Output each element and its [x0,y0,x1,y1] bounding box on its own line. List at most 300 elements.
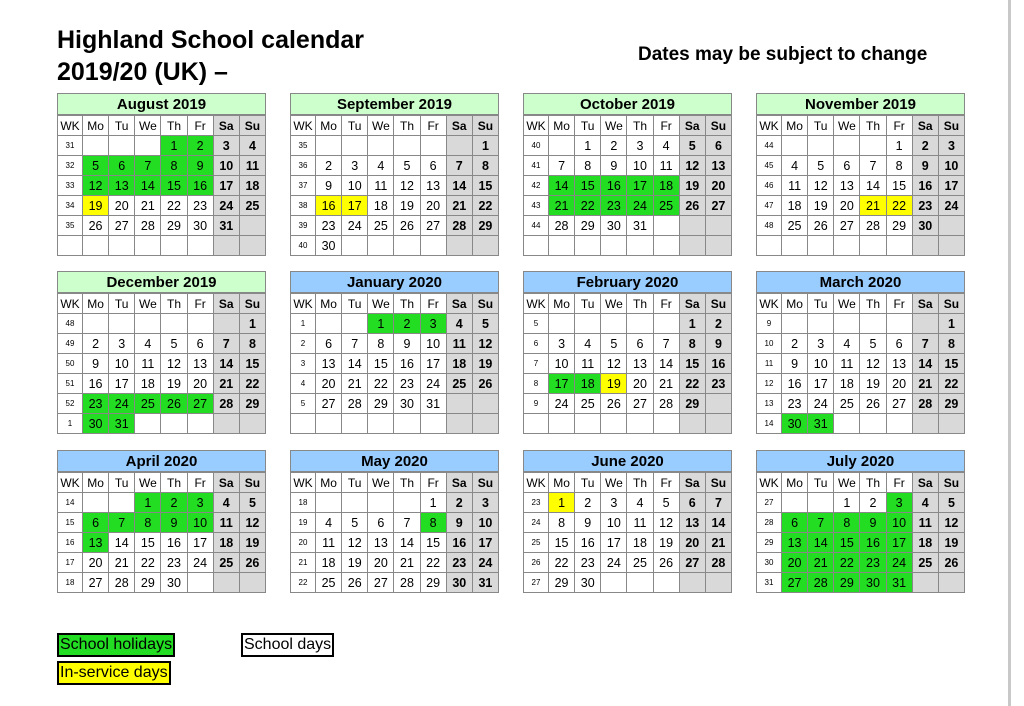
weekday-label: Fr [886,294,912,314]
week-number: 39 [291,216,316,236]
day-cell: 5 [679,136,705,156]
day-cell: 26 [938,553,964,573]
month-grid [290,472,499,593]
day-cell: 19 [860,374,886,394]
day-cell [316,314,342,334]
weekday-label: We [135,473,161,493]
month-grid [756,293,965,434]
day-cell: 31 [472,573,498,593]
day-cell: 31 [213,216,239,236]
weekday-label: We [368,473,394,493]
month-block [756,93,965,261]
day-cell: 3 [472,493,498,513]
week-number: 34 [58,196,83,216]
day-cell: 27 [109,216,135,236]
day-cell: 26 [161,394,187,414]
weekday-label: Fr [653,116,679,136]
weekday-label: Th [860,294,886,314]
week-row [291,573,499,593]
day-cell: 6 [834,156,860,176]
day-cell: 8 [472,156,498,176]
day-cell: 23 [316,216,342,236]
month-title: June 2020 [523,450,732,472]
day-cell: 13 [679,513,705,533]
day-cell: 26 [342,573,368,593]
weekday-label: Th [860,116,886,136]
day-cell: 22 [368,374,394,394]
day-cell: 21 [342,374,368,394]
week-row [58,553,266,573]
day-cell [601,414,627,434]
day-cell: 16 [601,176,627,196]
day-cell [213,414,239,434]
day-cell: 27 [782,573,808,593]
day-cell: 29 [420,573,446,593]
day-cell: 1 [549,493,575,513]
week-number: 4 [291,374,316,394]
day-cell: 19 [342,553,368,573]
day-cell [368,493,394,513]
month-title: February 2020 [523,271,732,293]
day-cell [912,236,938,256]
day-cell [420,414,446,434]
day-cell: 11 [446,334,472,354]
day-cell: 14 [109,533,135,553]
day-cell [135,314,161,334]
day-cell: 28 [705,553,731,573]
day-cell: 16 [316,196,342,216]
weekday-label: Sa [912,116,938,136]
day-cell: 18 [627,533,653,553]
week-number: 40 [524,136,549,156]
day-cell: 7 [705,493,731,513]
day-cell: 5 [342,513,368,533]
week-number: 22 [291,573,316,593]
day-cell [187,236,213,256]
weekday-label: Sa [446,294,472,314]
day-cell: 22 [549,553,575,573]
day-cell [627,314,653,334]
day-cell: 14 [394,533,420,553]
week-number [524,236,549,256]
day-cell [83,136,109,156]
day-cell [368,136,394,156]
day-cell: 11 [627,513,653,533]
weekday-label: Th [161,473,187,493]
week-row [58,236,266,256]
day-cell: 18 [213,533,239,553]
day-cell: 29 [938,394,964,414]
week-number-header: WK [58,473,83,493]
weekday-label: Th [161,116,187,136]
day-cell: 3 [213,136,239,156]
day-cell: 10 [472,513,498,533]
week-number: 15 [58,513,83,533]
weekday-label: We [834,473,860,493]
day-cell [394,493,420,513]
day-cell [601,573,627,593]
day-cell: 23 [860,553,886,573]
legend-inservice-days: In-service days [57,661,171,685]
week-number: 5 [524,314,549,334]
day-cell: 18 [316,553,342,573]
day-cell [549,136,575,156]
day-cell: 22 [420,553,446,573]
day-cell [472,414,498,434]
day-cell: 12 [342,533,368,553]
day-cell: 22 [239,374,265,394]
weekday-label: Tu [575,294,601,314]
day-cell: 1 [679,314,705,334]
weekday-label: We [834,116,860,136]
month-block [290,93,499,261]
day-cell: 3 [420,314,446,334]
day-cell: 19 [653,533,679,553]
page-title [57,24,364,88]
weekday-label: Th [394,294,420,314]
week-row [58,533,266,553]
week-row [757,553,965,573]
day-cell: 14 [549,176,575,196]
day-cell: 31 [808,414,834,434]
week-number [524,414,549,434]
day-cell: 14 [860,176,886,196]
day-cell [575,236,601,256]
day-cell: 24 [938,196,964,216]
day-cell: 28 [808,573,834,593]
week-number-header: WK [291,473,316,493]
day-cell: 13 [83,533,109,553]
day-cell: 13 [109,176,135,196]
week-number: 10 [757,334,782,354]
week-row [291,156,499,176]
weekday-label: Sa [679,294,705,314]
day-cell: 25 [782,216,808,236]
day-cell: 7 [446,156,472,176]
day-cell: 18 [653,176,679,196]
weekday-label: We [601,473,627,493]
day-cell: 3 [627,136,653,156]
week-number: 30 [757,553,782,573]
week-number: 25 [524,533,549,553]
day-cell [938,573,964,593]
day-cell: 26 [83,216,109,236]
day-cell [860,314,886,334]
week-number: 2 [291,334,316,354]
day-cell: 13 [627,354,653,374]
week-row [58,394,266,414]
week-row [291,414,499,434]
day-cell [834,414,860,434]
day-cell [808,136,834,156]
weekday-label: Mo [316,116,342,136]
weekday-label: Tu [342,473,368,493]
title-line-2: 2019/20 (UK) – [57,58,228,86]
day-cell: 2 [83,334,109,354]
day-cell: 30 [394,394,420,414]
weekday-label: Fr [420,294,446,314]
week-row [757,334,965,354]
month-block [523,271,732,439]
day-cell [316,414,342,434]
day-cell: 10 [109,354,135,374]
day-cell: 26 [239,553,265,573]
week-row [524,553,732,573]
month-grid [523,293,732,434]
weekday-label: Mo [83,473,109,493]
day-cell: 8 [834,513,860,533]
day-cell: 11 [575,354,601,374]
day-cell: 18 [912,533,938,553]
week-number: 28 [757,513,782,533]
day-cell: 17 [549,374,575,394]
weekday-label: Tu [575,116,601,136]
week-row [524,533,732,553]
day-cell: 12 [161,354,187,374]
day-cell: 11 [782,176,808,196]
day-cell: 12 [601,354,627,374]
day-cell: 20 [368,553,394,573]
month-title: November 2019 [756,93,965,115]
week-number: 24 [524,513,549,533]
day-cell: 14 [446,176,472,196]
day-cell: 22 [575,196,601,216]
day-cell: 1 [575,136,601,156]
day-cell: 25 [316,573,342,593]
week-number: 14 [757,414,782,434]
day-cell: 9 [161,513,187,533]
day-cell: 27 [316,394,342,414]
weekday-label: We [135,294,161,314]
day-cell: 10 [627,156,653,176]
week-number: 21 [291,553,316,573]
day-cell [834,236,860,256]
day-cell: 20 [187,374,213,394]
day-cell: 9 [860,513,886,533]
day-cell [239,414,265,434]
day-cell [938,414,964,434]
day-cell: 16 [394,354,420,374]
weekday-label: Su [472,473,498,493]
day-cell: 28 [860,216,886,236]
day-cell [83,236,109,256]
month-title: January 2020 [290,271,499,293]
week-number: 48 [757,216,782,236]
day-cell: 16 [446,533,472,553]
week-number: 49 [58,334,83,354]
weekday-label: Su [472,116,498,136]
day-cell [808,236,834,256]
week-number-header: WK [757,473,782,493]
day-cell: 25 [575,394,601,414]
week-number: 42 [524,176,549,196]
day-cell [627,236,653,256]
week-number: 44 [524,216,549,236]
day-cell: 7 [135,156,161,176]
day-cell [446,414,472,434]
day-cell: 23 [187,196,213,216]
weekday-label: Tu [808,473,834,493]
day-cell: 17 [109,374,135,394]
day-cell: 21 [109,553,135,573]
weekday-label: Su [938,116,964,136]
day-cell: 20 [83,553,109,573]
weekday-label: We [368,294,394,314]
week-row [524,394,732,414]
day-cell: 10 [549,354,575,374]
day-cell: 24 [472,553,498,573]
week-number: 26 [524,553,549,573]
day-cell [575,414,601,434]
weekday-header-row [757,294,965,314]
week-row [757,196,965,216]
day-cell: 2 [782,334,808,354]
weekday-label: Su [705,473,731,493]
day-cell: 28 [446,216,472,236]
day-cell: 1 [472,136,498,156]
day-cell [834,314,860,334]
day-cell: 28 [394,573,420,593]
day-cell: 27 [83,573,109,593]
week-row [524,196,732,216]
week-number: 44 [757,136,782,156]
day-cell: 12 [83,176,109,196]
day-cell: 4 [782,156,808,176]
weekday-header-row [291,294,499,314]
week-number: 16 [58,533,83,553]
day-cell: 24 [886,553,912,573]
weekday-label: Su [239,473,265,493]
week-row [524,314,732,334]
day-cell: 6 [782,513,808,533]
day-cell: 20 [679,533,705,553]
day-cell: 9 [394,334,420,354]
day-cell: 8 [420,513,446,533]
day-cell: 30 [83,414,109,434]
day-cell: 23 [446,553,472,573]
week-row [524,236,732,256]
day-cell: 29 [549,573,575,593]
day-cell: 22 [938,374,964,394]
day-cell: 20 [420,196,446,216]
day-cell: 22 [679,374,705,394]
month-title: April 2020 [57,450,266,472]
day-cell: 8 [161,156,187,176]
day-cell: 2 [394,314,420,334]
week-number: 12 [757,374,782,394]
day-cell: 7 [549,156,575,176]
week-number: 37 [291,176,316,196]
day-cell [912,414,938,434]
day-cell: 29 [161,216,187,236]
weekday-label: We [601,294,627,314]
day-cell: 1 [368,314,394,334]
change-notice: Dates may be subject to change [638,44,928,65]
day-cell [446,136,472,156]
day-cell: 14 [705,513,731,533]
day-cell: 4 [135,334,161,354]
day-cell: 8 [679,334,705,354]
weekday-label: Fr [886,116,912,136]
day-cell: 17 [601,533,627,553]
day-cell: 14 [808,533,834,553]
month-block [57,93,266,261]
week-number-header: WK [757,116,782,136]
weekday-header-row [757,116,965,136]
day-cell: 15 [679,354,705,374]
day-cell: 6 [627,334,653,354]
day-cell: 16 [705,354,731,374]
day-cell: 26 [860,394,886,414]
month-title: September 2019 [290,93,499,115]
day-cell: 21 [653,374,679,394]
day-cell: 18 [575,374,601,394]
day-cell: 9 [912,156,938,176]
week-row [58,176,266,196]
day-cell: 14 [213,354,239,374]
day-cell [886,236,912,256]
week-row [58,513,266,533]
month-title: October 2019 [523,93,732,115]
week-number: 52 [58,394,83,414]
weekday-label: Sa [912,294,938,314]
day-cell: 10 [342,176,368,196]
day-cell: 15 [575,176,601,196]
weekday-label: Fr [653,294,679,314]
day-cell: 4 [316,513,342,533]
day-cell: 8 [368,334,394,354]
week-number: 1 [58,414,83,434]
day-cell: 7 [213,334,239,354]
weekday-header-row [291,116,499,136]
month-block [523,93,732,261]
week-row [58,354,266,374]
day-cell: 28 [213,394,239,414]
day-cell: 24 [109,394,135,414]
day-cell: 4 [912,493,938,513]
month-block [290,450,499,618]
day-cell: 29 [679,394,705,414]
month-grid [523,472,732,593]
day-cell: 15 [938,354,964,374]
month-title: May 2020 [290,450,499,472]
week-row [524,374,732,394]
day-cell [549,414,575,434]
day-cell: 19 [601,374,627,394]
day-cell: 7 [808,513,834,533]
day-cell: 15 [834,533,860,553]
day-cell: 8 [135,513,161,533]
day-cell: 10 [420,334,446,354]
day-cell: 26 [601,394,627,414]
day-cell: 31 [420,394,446,414]
week-row [757,493,965,513]
day-cell: 20 [316,374,342,394]
day-cell: 11 [316,533,342,553]
day-cell: 9 [705,334,731,354]
day-cell: 29 [368,394,394,414]
month-grid [290,115,499,256]
day-cell: 28 [912,394,938,414]
week-row [291,136,499,156]
day-cell: 8 [886,156,912,176]
week-row [58,414,266,434]
day-cell [342,136,368,156]
day-cell: 16 [83,374,109,394]
month-block [57,271,266,439]
day-cell: 4 [575,334,601,354]
day-cell: 15 [549,533,575,553]
